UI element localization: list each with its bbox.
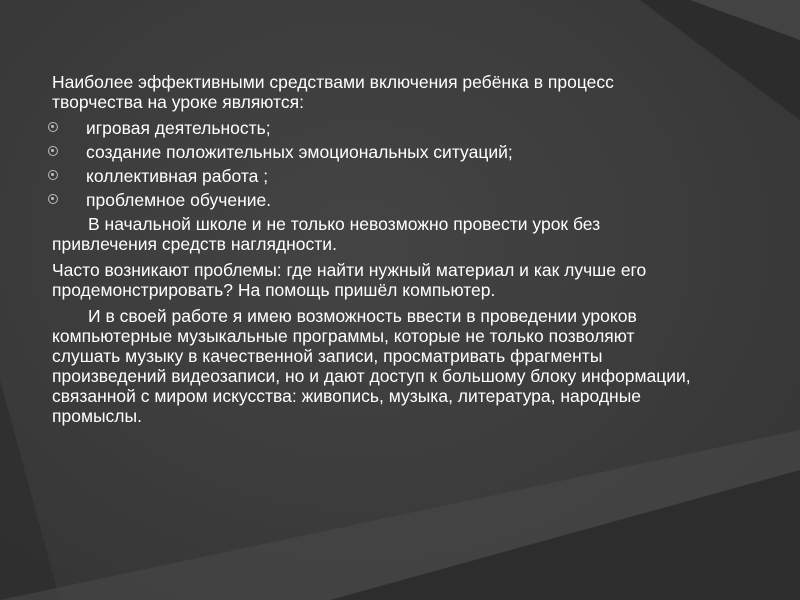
slide-content [52, 72, 692, 432]
paragraph-computer-programs: И в своей работе я имею возможность ввести в проведении уроков компьютерные музыкальные программы, которые не только позволяют слушать музыку в качественной записи, просматривать фрагменты произведений видеозаписи, но и дают доступ к большому блоку информации, связанной с миром искусства: живопись, музыка, литература, народные промыслы. [52, 306, 691, 426]
bullet-item [52, 166, 692, 186]
bullet-list [52, 118, 692, 210]
circle-bullet-icon [48, 146, 58, 156]
bullet-item [52, 142, 692, 162]
paragraph-visual-aids: В начальной школе и не только невозможно провести урок без привлечения средств наглядности. [52, 214, 601, 254]
circle-bullet-icon [48, 194, 58, 204]
bullet-label: игровая деятельность; [86, 118, 271, 138]
intro-text: Наиболее эффективными средствами включения ребёнка в процесс творчества на уроке являются: [52, 72, 614, 112]
bullet-label: проблемное обучение. [86, 190, 272, 210]
bullet-label: создание положительных эмоциональных ситуаций; [86, 142, 513, 162]
circle-bullet-icon [48, 170, 58, 180]
paragraph-problems: Часто возникают проблемы: где найти нужный материал и как лучше его продемонстрировать? На помощь пришёл компьютер. [52, 260, 647, 300]
bullet-item [52, 190, 692, 210]
left-dark-band [0, 380, 60, 600]
bullet-item [52, 118, 692, 138]
circle-bullet-icon [48, 122, 58, 132]
bullet-label: коллективная работа ; [86, 166, 269, 186]
